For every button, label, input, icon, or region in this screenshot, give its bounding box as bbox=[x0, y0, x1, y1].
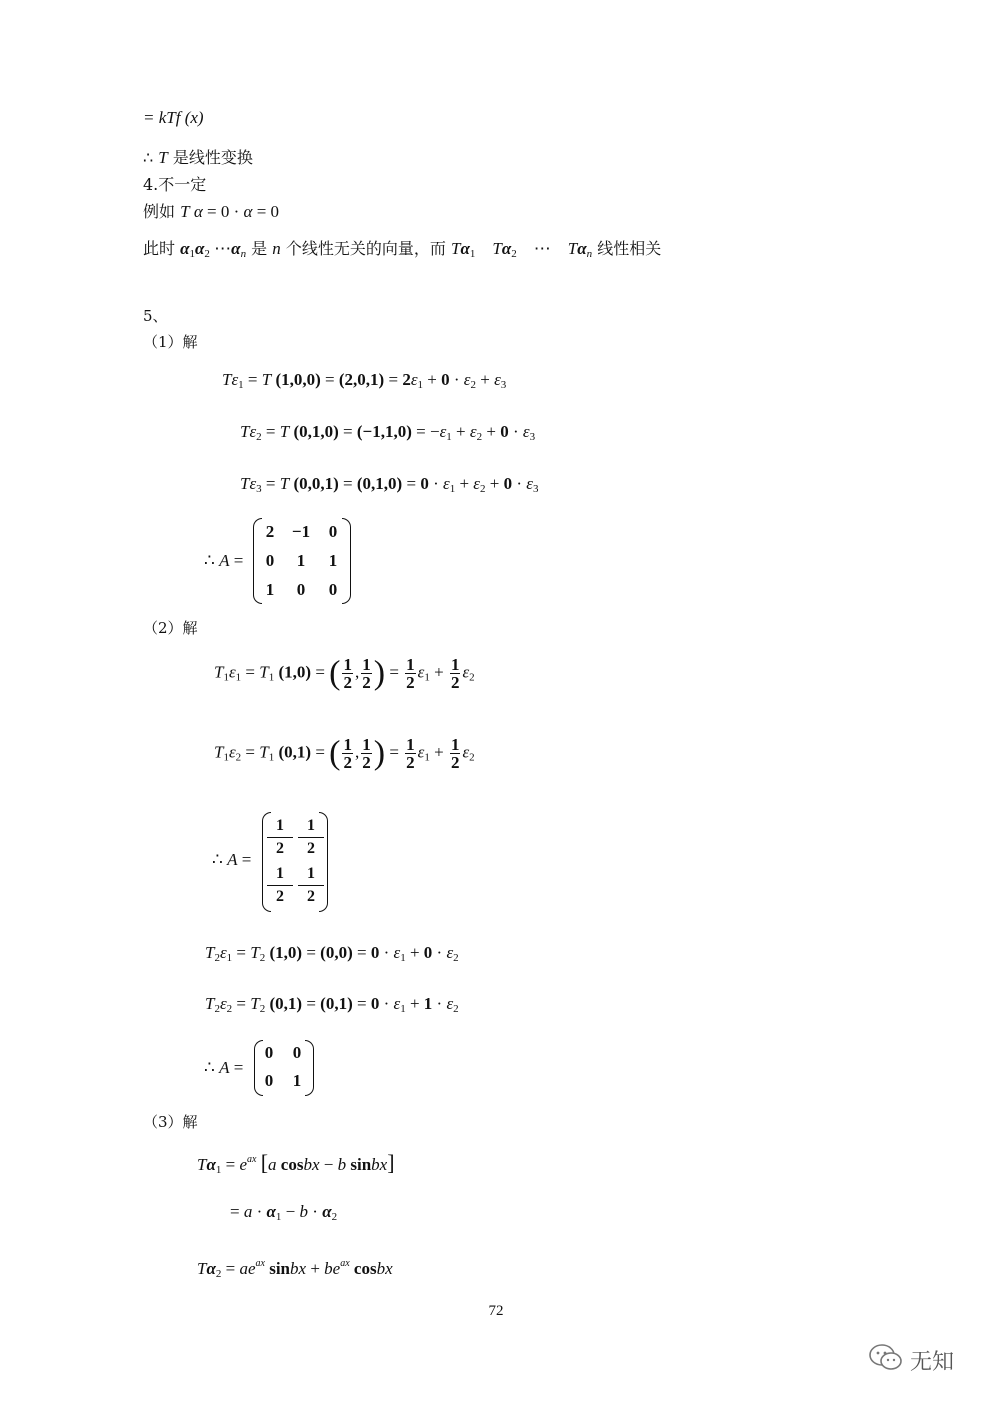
matrix-a2 bbox=[262, 812, 328, 912]
symbol-n: n bbox=[272, 239, 281, 258]
equation-te2: $T\varepsilon_2 = T$ $(0,1,0) = (-1,1,0) = -\varepsilon_1 + \varepsilon_2 + 0 \cdot \varepsilon_3$ bbox=[240, 422, 536, 443]
equation-te1: $T\varepsilon_1 = T$ $(1,0,0) = (2,0,1) = 2\varepsilon_1 + 0 \cdot \varepsilon_2 + \varepsilon_3$ bbox=[222, 370, 507, 391]
matrix-cell: 0 bbox=[265, 551, 275, 570]
explanation-suffix: 线性相关 bbox=[597, 239, 662, 258]
equation-t1e2: $T_1\varepsilon_2 = T_1$ (0,1) = ( $\frac{1}{2}$ , $\frac{1}{2}$ ) = $\frac{1}{2}$ $\varepsilon_1$ + $\frac{1}{2}$ $\varepsilon_2$ bbox=[214, 734, 475, 772]
equation-line-ktf bbox=[143, 108, 204, 128]
matrix-cell: 0 bbox=[296, 580, 306, 599]
matrix-cell: 1 bbox=[265, 580, 275, 599]
wechat-icon bbox=[868, 1343, 904, 1377]
part-2-heading bbox=[143, 618, 198, 638]
example-prefix: 例如 bbox=[143, 202, 176, 221]
matrix-a1 bbox=[253, 518, 351, 604]
watermark-text: 无知 bbox=[910, 1349, 955, 1375]
matrix-fraction-cell: 1 2 bbox=[267, 815, 293, 860]
equation-t2e2: $T_2\varepsilon_2 = T_2$ $(0,1) = (0,1) = 0 \cdot \varepsilon_1 + 1 \cdot \varepsilon_2$ bbox=[205, 994, 459, 1015]
matrix-cell: 1 bbox=[296, 551, 306, 570]
conclusion-text: 是线性变换 bbox=[172, 148, 253, 167]
matrix-cell: 0 bbox=[292, 1043, 302, 1062]
watermark bbox=[868, 1343, 954, 1377]
image-sequence: $T\alpha_1$ $T\alpha_2$ ⋯ $T\alpha_n$ bbox=[450, 239, 593, 260]
alpha-sequence: $\alpha_1\alpha_2$ $\cdots\alpha_n$ bbox=[180, 239, 247, 260]
section-5-heading bbox=[143, 306, 168, 326]
matrix-cell: −1 bbox=[291, 522, 311, 541]
explanation-line bbox=[143, 239, 661, 264]
matrix-cell: 0 bbox=[264, 1071, 274, 1090]
part-3-heading bbox=[143, 1112, 198, 1132]
item-4-heading bbox=[143, 175, 206, 195]
therefore-symbol: ∴ bbox=[143, 148, 154, 167]
part-1-text: （1）解 bbox=[143, 333, 198, 351]
equation-text: = kTf (x) bbox=[143, 108, 204, 127]
matrix-cell: 1 bbox=[328, 551, 338, 570]
matrix-a3-label: ∴ A = bbox=[204, 1058, 244, 1077]
matrix-cell: 0 bbox=[328, 522, 338, 541]
matrix-cell: 0 bbox=[264, 1043, 274, 1062]
equation-ta1: $T\alpha_1 = e^{ax}$ [a cosbx − b sinbx] bbox=[197, 1150, 395, 1176]
matrix-fraction-cell: 1 2 bbox=[267, 863, 293, 908]
equation-ta2: $T\alpha_2 = ae^{ax}$ sinbx + $be^{ax}$ cosbx bbox=[197, 1258, 393, 1280]
part-3-text: （3）解 bbox=[143, 1113, 198, 1131]
matrix-fraction-cell: 1 2 bbox=[298, 863, 324, 908]
matrix-a2-label: ∴ A = bbox=[212, 850, 252, 869]
matrix-cell: 1 bbox=[292, 1071, 302, 1090]
equation-t1e1: $T_1\varepsilon_1 = T_1$ (1,0) = ( $\frac{1}{2}$ , $\frac{1}{2}$ ) = $\frac{1}{2}$ $\varepsilon_1$ + $\frac{1}{2}$ $\varepsilon_2$ bbox=[214, 654, 475, 692]
matrix-a1-label: ∴ A = bbox=[204, 551, 244, 570]
equation-t2e1: $T_2\varepsilon_1 = T_2$ $(1,0) = (0,0) = 0 \cdot \varepsilon_1 + 0 \cdot \varepsilon_2$ bbox=[205, 943, 459, 964]
explanation-is: 是 bbox=[251, 239, 268, 258]
equation-ta1-result: = $a \cdot \alpha_1 - b \cdot \alpha_2$ bbox=[230, 1202, 338, 1223]
explanation-mid: 个线性无关的向量，而 bbox=[285, 239, 446, 258]
part-1-heading bbox=[143, 332, 198, 352]
matrix-cell: 0 bbox=[328, 580, 338, 599]
page-number: 72 bbox=[488, 1303, 504, 1319]
matrix-a3 bbox=[254, 1040, 314, 1096]
explanation-prefix: 此时 bbox=[143, 239, 176, 258]
matrix-cell: 2 bbox=[265, 522, 275, 541]
part-2-text: （2）解 bbox=[143, 619, 198, 637]
symbol-T: T bbox=[158, 148, 168, 167]
item-4-text: 4.不一定 bbox=[143, 175, 207, 194]
example-line bbox=[143, 202, 279, 222]
equation-te3: $T\varepsilon_3 = T$ $(0,0,1) = (0,1,0) = 0 \cdot \varepsilon_1 + \varepsilon_2 + 0 \cdot \varepsilon_3$ bbox=[240, 474, 539, 495]
matrix-fraction-cell: 1 2 bbox=[298, 815, 324, 860]
conclusion-linear bbox=[143, 148, 253, 168]
example-equation: T α = 0 · α = 0 bbox=[180, 202, 280, 221]
section-5-text: 5、 bbox=[143, 307, 168, 325]
